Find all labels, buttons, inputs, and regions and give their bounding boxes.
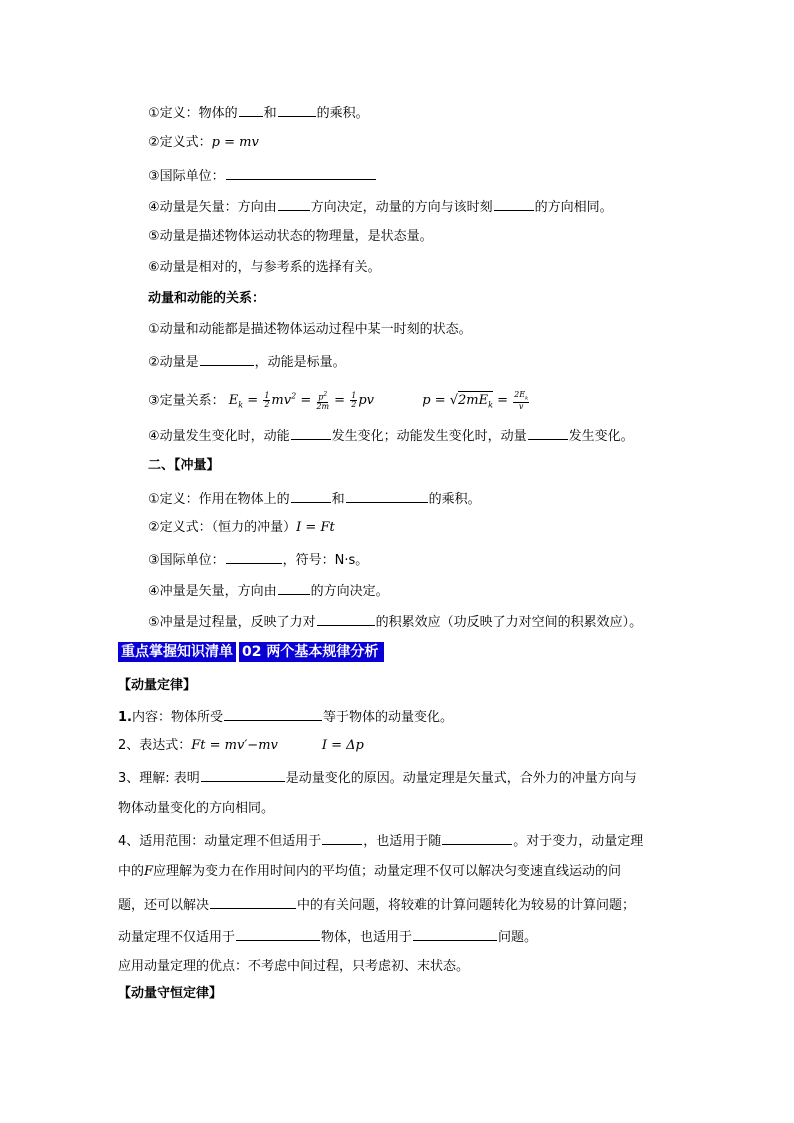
relation-item-2 bbox=[148, 352, 346, 372]
theorem-heading: 【动量定律】 bbox=[118, 678, 197, 693]
fill-blank[interactable] bbox=[494, 197, 534, 211]
momentum-unit bbox=[148, 166, 377, 186]
fill-blank[interactable] bbox=[528, 426, 568, 440]
impulse-unit bbox=[148, 550, 368, 570]
text: 物体，也适用于 bbox=[321, 930, 413, 945]
text: ，动能是标量。 bbox=[254, 355, 346, 370]
text: ，也适用于随 bbox=[363, 834, 442, 849]
conservation-heading: 【动量守恒定律】 bbox=[118, 986, 223, 1001]
text: 的乘积。 bbox=[316, 106, 369, 121]
theorem-understanding-cont: 物体动量变化的方向相同。 bbox=[118, 801, 275, 816]
text: 和 bbox=[331, 492, 345, 507]
relation-heading: 动量和动能的关系： bbox=[148, 291, 266, 306]
fill-blank[interactable] bbox=[210, 895, 296, 909]
impulse-formula bbox=[148, 519, 335, 537]
text: 方向决定，动量的方向与该时刻 bbox=[310, 200, 493, 215]
fill-blank[interactable] bbox=[224, 707, 322, 721]
theorem-scope bbox=[118, 831, 643, 851]
text: 是动量变化的原因。动量定理是矢量式，合外力的冲量方向与 bbox=[285, 771, 637, 786]
impulse-definition bbox=[148, 489, 481, 509]
banner-right-text: 02 两个基本规律分析 bbox=[242, 644, 379, 660]
text: 内容：物体所受 bbox=[131, 710, 223, 725]
text: 2、表达式： bbox=[118, 738, 192, 753]
text: 1. bbox=[118, 710, 132, 725]
fill-blank[interactable] bbox=[226, 166, 376, 180]
fill-blank[interactable] bbox=[291, 426, 331, 440]
formula: F bbox=[144, 864, 154, 879]
text: ①定义：作用在物体上的 bbox=[148, 492, 290, 507]
fill-blank[interactable] bbox=[201, 768, 285, 782]
fill-blank[interactable] bbox=[200, 352, 254, 366]
fill-blank[interactable] bbox=[278, 581, 310, 595]
text: ④动量是矢量：方向由 bbox=[148, 200, 277, 215]
formula: I = Ft bbox=[296, 520, 335, 535]
text: ③国际单位： bbox=[148, 169, 225, 184]
momentum-vector bbox=[148, 197, 613, 217]
relation-item-4 bbox=[148, 426, 634, 446]
banner-left-text: 重点掌握知识清单 bbox=[121, 644, 233, 660]
relation-item-3 bbox=[148, 386, 530, 417]
text: ④冲量是矢量，方向由 bbox=[148, 584, 277, 599]
banner-divider bbox=[236, 642, 239, 662]
text: 应理解为变力在作用时间内的平均值；动量定理不仅可以解决匀变速直线运动的问 bbox=[153, 864, 622, 879]
impulse-heading: 二、【冲量】 bbox=[148, 458, 220, 473]
fill-blank[interactable] bbox=[236, 927, 320, 941]
text: 问题。 bbox=[498, 930, 538, 945]
text: 的乘积。 bbox=[428, 492, 481, 507]
momentum-definition bbox=[148, 103, 369, 123]
theorem-scope-3 bbox=[118, 895, 635, 915]
relation-item-1: ①动量和动能都是描述物体运动过程中某一时刻的状态。 bbox=[148, 322, 472, 337]
text: 4、适用范围：动量定理不但适用于 bbox=[118, 834, 322, 849]
text: 的方向相同。 bbox=[534, 200, 613, 215]
formula-ek: $E_k$ = $\frac{1}{2}$ $mv^2$ = $\frac{p^2}{2m}$ = $\frac{1}{2}$ pv bbox=[228, 391, 374, 411]
text: ，符号：N·s。 bbox=[282, 553, 369, 568]
momentum-relative: ⑥动量是相对的，与参考系的选择有关。 bbox=[148, 260, 381, 275]
momentum-formula bbox=[148, 134, 259, 152]
theorem-content bbox=[118, 707, 453, 727]
text: ②动量是 bbox=[148, 355, 199, 370]
text: ②定义式： bbox=[148, 135, 212, 150]
text: 。对于变力，动量定理 bbox=[513, 834, 644, 849]
fill-blank[interactable] bbox=[239, 103, 263, 117]
text: ③定量关系： bbox=[148, 393, 225, 409]
fill-blank[interactable] bbox=[278, 197, 310, 211]
text: 题，还可以解决 bbox=[118, 898, 210, 913]
text: 发生变化；动能发生变化时，动量 bbox=[331, 429, 527, 444]
impulse-vector bbox=[148, 581, 389, 601]
momentum-state: ⑤动量是描述物体运动状态的物理量，是状态量。 bbox=[148, 229, 433, 244]
fill-blank[interactable] bbox=[317, 612, 375, 626]
fill-blank[interactable] bbox=[413, 927, 497, 941]
formula-p: $p = √2mE_k$ = $\frac{2E_k}{v}$ bbox=[422, 389, 529, 412]
text: 和 bbox=[263, 106, 277, 121]
text: ①定义：物体的 bbox=[148, 106, 238, 121]
text: 的积累效应（功反映了力对空间的积累效应）。 bbox=[375, 615, 643, 630]
theorem-expression bbox=[118, 737, 364, 755]
fill-blank[interactable] bbox=[322, 831, 362, 845]
text: ②定义式：（恒力的冲量） bbox=[148, 520, 297, 535]
fill-blank[interactable] bbox=[346, 489, 428, 503]
text: ⑤冲量是过程量，反映了力对 bbox=[148, 615, 316, 630]
text: ③国际单位： bbox=[148, 553, 225, 568]
fill-blank[interactable] bbox=[291, 489, 331, 503]
impulse-process bbox=[148, 612, 642, 632]
text: 的方向决定。 bbox=[310, 584, 389, 599]
formula: p = mv bbox=[211, 135, 259, 150]
text: ④动量发生变化时，动能 bbox=[148, 429, 290, 444]
fill-blank[interactable] bbox=[278, 103, 316, 117]
text: 等于物体的动量变化。 bbox=[323, 710, 454, 725]
theorem-understanding bbox=[118, 768, 637, 788]
text: 中的有关问题，将较难的计算问题转化为较易的计算问题； bbox=[297, 898, 636, 913]
fill-blank[interactable] bbox=[226, 550, 282, 564]
section-banner bbox=[118, 642, 384, 662]
text: 动量定理不仅适用于 bbox=[118, 930, 236, 945]
text: 中的 bbox=[118, 864, 145, 879]
formula: Ft = mv′−mv bbox=[191, 738, 278, 753]
theorem-advantage: 应用动量定理的优点：不考虑中间过程，只考虑初、末状态。 bbox=[118, 959, 470, 974]
text: 3、理解: 表明 bbox=[118, 771, 200, 786]
fill-blank[interactable] bbox=[442, 831, 512, 845]
theorem-scope-4 bbox=[118, 927, 537, 947]
formula: I = Δp bbox=[321, 738, 364, 753]
text: 发生变化。 bbox=[568, 429, 634, 444]
theorem-scope-2 bbox=[118, 863, 621, 881]
